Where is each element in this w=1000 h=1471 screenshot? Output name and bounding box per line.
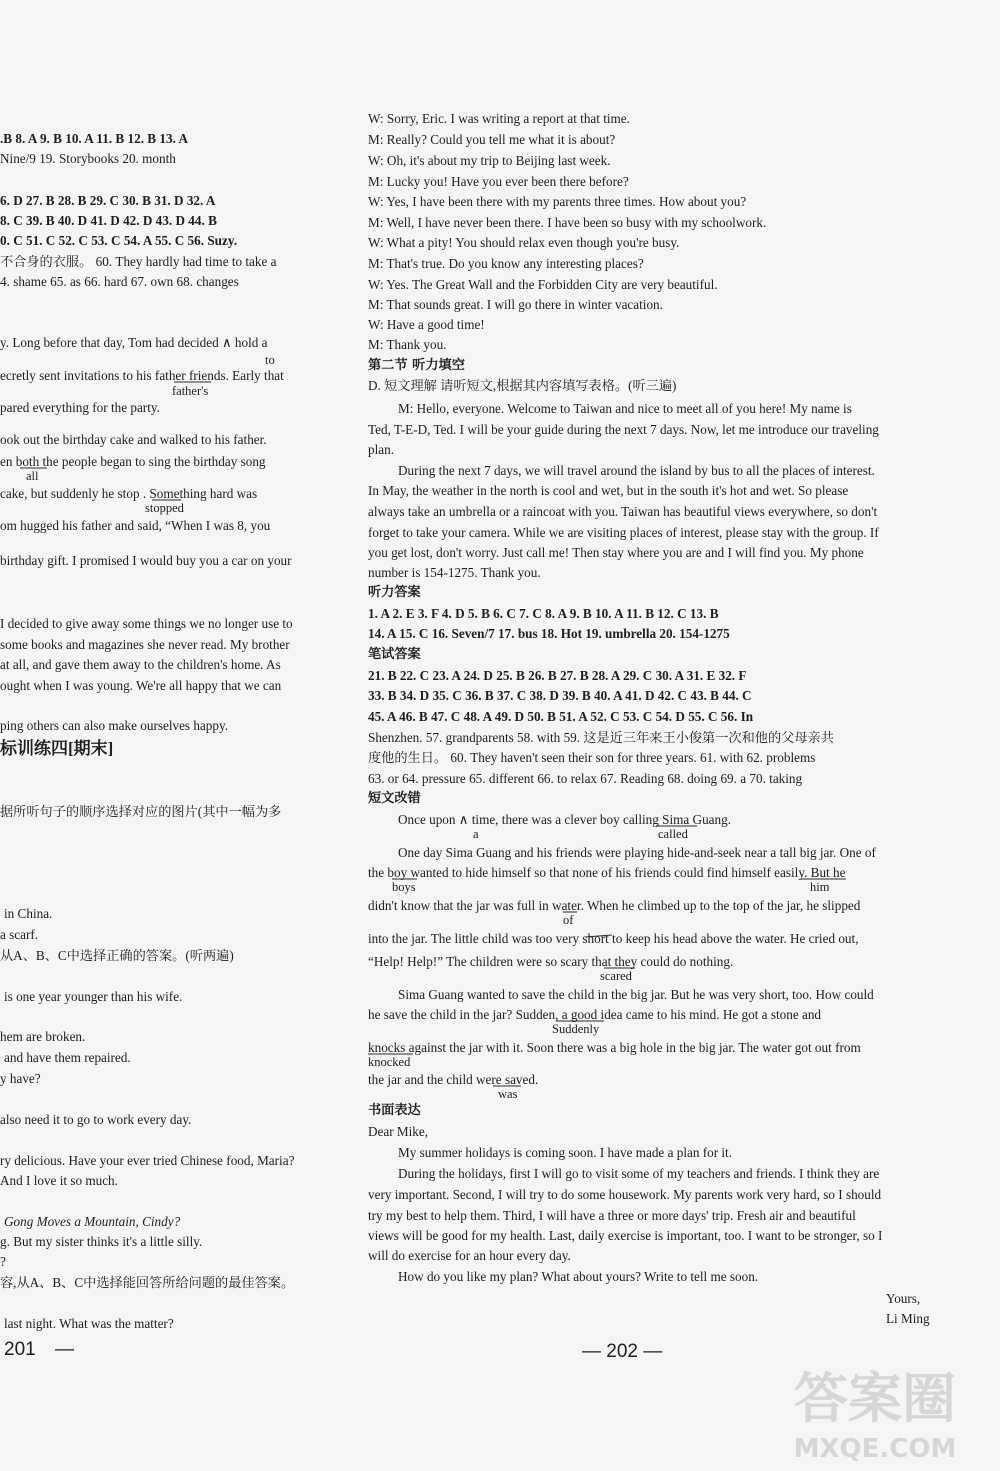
correction-mark: all [26,469,39,483]
text-line: in China. [4,906,53,921]
text-line: y. Long before that day, Tom had decided ∧ hold a [0,335,268,350]
dialogue-line: W: Yes. The Great Wall and the Forbidden City are very beautiful. [368,277,718,292]
text-line: pared everything for the party. [0,400,160,415]
answer-line: 不合身的衣服。 60. They hardly had time to take a [0,254,277,269]
watermark-logo [760,1345,990,1465]
text-line: ? [0,1254,6,1269]
passage-line: In May, the weather in the north is cool and wet, but in the south it's hot and wet. So please [368,483,849,498]
dialogue-line: W: Sorry, Eric. I was writing a report at that time. [368,111,630,126]
section-instruction: D. 短文理解 请听短文,根据其内容填写表格。(听三遍) [368,378,677,393]
letter-line: Dear Mike, [368,1124,429,1139]
section-title: 标训练四[期末] [0,739,114,758]
letter-line: My summer holidays is coming soon. I have made a plan for it. [398,1145,733,1160]
correction-line: into the jar. The little child was too very short to keep his head above the water. He cried out, [368,931,859,946]
text-line: and have them repaired. [4,1050,131,1065]
text-line: And I love it so much. [0,1173,118,1188]
letter-line: How do you like my plan? What about yours? Write to tell me soon. [398,1269,759,1284]
dialogue-line: W: Oh, it's about my trip to Beijing last week. [368,153,611,168]
letter-closing: Yours, [886,1291,921,1306]
correction-mark: of [563,913,574,927]
text-line: y have? [0,1071,41,1086]
answer-line: 1. A 2. E 3. F 4. D 5. B 6. C 7. C 8. A 9. B 10. A 11. B 12. C 13. B [368,606,719,621]
correction-mark: called [658,827,688,841]
instruction: 据所听句子的顺序选择对应的图片(其中一幅为多 [0,804,282,819]
section-heading: 笔试答案 [368,647,421,662]
text-line: at all, and gave them away to the children's home. As [0,657,281,672]
text-line: ook out the birthday cake and walked to his father. [0,432,267,447]
passage-line: Ted, T-E-D, Ted. I will be your guide during the next 7 days. Now, let me introduce our traveling [368,422,879,437]
dialogue-line: M: That sounds great. I will go there in winter vacation. [368,297,663,312]
answer-line: 度他的生日。 60. They haven't seen their son for three years. 61. with 62. problems [368,750,816,765]
correction-line: didn't know that the jar was full in water. When he climbed up to the top of the jar, he slipped [368,898,861,913]
dialogue-line: M: Thank you. [368,337,447,352]
answer-line: Nine/9 19. Storybooks 20. month [0,151,176,166]
left-column [0,0,330,1471]
letter-signature: Li Ming [886,1311,930,1326]
text-line: ought when I was young. We're all happy that we can [0,678,282,693]
watermark-url: MXQE.COM [793,1434,957,1464]
answer-line: 4. shame 65. as 66. hard 67. own 68. changes [0,274,239,289]
answer-line: 21. B 22. C 23. A 24. D 25. B 26. B 27. B 28. A 29. C 30. A 31. E 32. F [368,668,747,683]
correction-mark: him [810,880,830,894]
text-line: hem are broken. [0,1029,86,1044]
passage-line: forget to take your camera. While we are visiting places of interest, please stay with the group. If [368,525,879,540]
correction-mark: to [265,353,275,367]
section-heading: 书面表达 [368,1103,421,1118]
dialogue-line: M: Really? Could you tell me what it is about? [368,132,616,147]
correction-line: Sima Guang wanted to save the child in the big jar. But he was very short, too. How could [398,987,874,1002]
letter-line: During the holidays, first I will go to visit some of my teachers and friends. I think they are [398,1166,880,1181]
answer-line: .B 8. A 9. B 10. A 11. B 12. B 13. A [0,131,188,146]
text-line: Gong Moves a Mountain, Cindy? [4,1214,181,1229]
answer-line: 8. C 39. B 40. D 41. D 42. D 43. D 44. B [0,213,217,228]
text-line: ecretly sent invitations to his father friends. Early that [0,368,284,383]
text-line: ry delicious. Have your ever tried Chinese food, Maria? [0,1153,295,1168]
answer-line: 45. A 46. B 47. C 48. A 49. D 50. B 51. A 52. C 53. C 54. D 55. C 56. In [368,709,754,724]
page-number-right: — 202 — [582,1341,663,1362]
correction-line: the boy wanted to hide himself so that none of his friends could find himself easily. But he [368,865,846,880]
text-line: om hugged his father and said, “When I was 8, you [0,518,271,533]
instruction: 容,从A、B、C中选择能回答所给问题的最佳答案。 [0,1275,295,1290]
correction-line: One day Sima Guang and his friends were playing hide-and-seek near a tall big jar. One of [398,845,876,860]
correction-mark: boys [392,880,416,894]
dialogue-line: M: Lucky you! Have you ever been there before? [368,174,629,189]
text-line: g. But my sister thinks it's a little silly. [0,1234,203,1249]
answer-line: 0. C 51. C 52. C 53. C 54. A 55. C 56. Suzy. [0,233,238,248]
correction-line: he save the child in the jar? Sudden, a good idea came to his mind. He got a stone and [368,1007,822,1022]
correction-mark: a [473,827,479,841]
passage-line: number is 154-1275. Thank you. [368,565,541,580]
text-line: a scarf. [0,927,39,942]
answer-line: 14. A 15. C 16. Seven/7 17. bus 18. Hot 19. umbrella 20. 154-1275 [368,626,730,641]
answer-line: 33. B 34. D 35. C 36. B 37. C 38. D 39. B 40. A 41. D 42. C 43. B 44. C [368,688,752,703]
instruction: 从A、B、C中选择正确的答案。(听两遍) [0,948,234,963]
letter-line: try my best to help them. Third, I will have a three or more days' trip. Fresh air and beautiful [368,1208,856,1223]
text-line: is one year younger than his wife. [4,989,183,1004]
correction-mark: scared [600,969,632,983]
correction-mark: father's [172,384,209,398]
text-line: birthday gift. I promised I would buy you a car on your [0,553,292,568]
dialogue-line: W: What a pity! You should relax even though you're busy. [368,235,680,250]
letter-line: very important. Second, I will try to do some housework. My parents work very hard, so I should [368,1187,882,1202]
text-line: ping others can also make ourselves happy. [0,718,229,733]
correction-mark: stopped [145,501,184,515]
correction-line: knocks against the jar with it. Soon there was a big hole in the big jar. The water got out from [368,1040,861,1055]
correction-mark: Suddenly [552,1022,600,1036]
correction-mark: knocked [368,1055,411,1069]
passage-line: During the next 7 days, we will travel around the island by bus to all the places of interest. [398,463,875,478]
answer-line: Shenzhen. 57. grandparents 58. with 59. 这是近三年来王小俊第一次和他的父母亲共 [368,730,834,745]
correction-line: “Help! Help!” The children were so scary that they could do nothing. [368,954,734,969]
text-line: en both the people began to sing the birthday song [0,454,266,469]
section-heading: 短文改错 [368,791,421,806]
right-column [368,0,940,1471]
correction-mark: was [498,1087,518,1101]
watermark-text: 答案圈 [794,1367,956,1430]
dialogue-line: W: Yes, I have been there with my parents three times. How about you? [368,194,747,209]
passage-line: M: Hello, everyone. Welcome to Taiwan and nice to meet all of you here! My name is [398,401,852,416]
text-line: also need it to go to work every day. [0,1112,192,1127]
page-number-left: 201 — [4,1339,74,1360]
text-line: some books and magazines she never read. My brother [0,637,290,652]
letter-line: views will be good for my health. Last, daily exercise is important, too. I want to be stronger, so I [368,1228,883,1243]
passage-line: plan. [368,442,395,457]
section-heading: 第二节 听力填空 [368,358,465,373]
dialogue-line: W: Have a good time! [368,317,485,332]
text-line: last night. What was the matter? [4,1316,174,1331]
text-line: cake, but suddenly he stop . Something hard was [0,486,258,501]
correction-line: Once upon ∧ time, there was a clever boy calling Sima Guang. [398,812,732,827]
letter-line: will do exercise for an hour every day. [368,1248,571,1263]
dialogue-line: M: Well, I have never been there. I have been so busy with my schoolwork. [368,215,767,230]
text-line: I decided to give away some things we no longer use to [0,616,293,631]
dialogue-line: M: That's true. Do you know any interesting places? [368,256,644,271]
answer-line: 63. or 64. pressure 65. different 66. to relax 67. Reading 68. doing 69. a 70. taking [368,771,803,786]
section-heading: 听力答案 [368,585,421,600]
passage-line: always take an umbrella or a raincoat with you. Taiwan has beautiful views everywhere, so don't [368,504,878,519]
passage-line: you get lost, don't worry. Just call me! Then stay where you are and I will find you. My phone [368,545,864,560]
answer-line: 6. D 27. B 28. B 29. C 30. B 31. D 32. A [0,193,216,208]
correction-line: the jar and the child were saved. [368,1072,539,1087]
